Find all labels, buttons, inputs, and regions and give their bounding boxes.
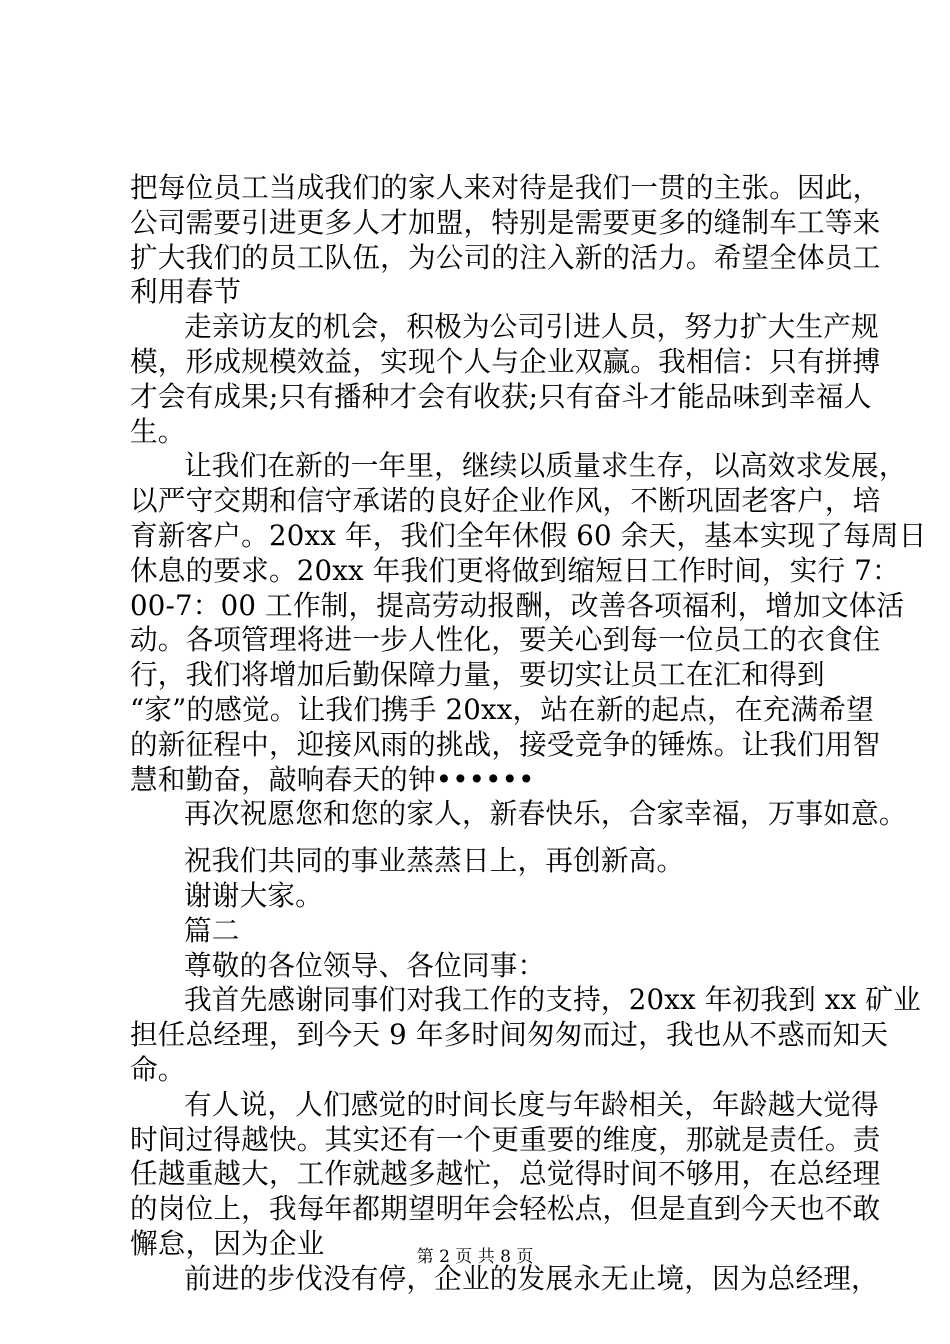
text-line: 祝我们共同的事业蒸蒸日上，再创新高。 (184, 844, 685, 878)
text-line: “家”的感觉。让我们携手 20xx，站在新的起点，在充满希望 (130, 692, 874, 726)
text-line: 以严守交期和信守承诺的良好企业作风，不断巩固老客户，培 (130, 484, 881, 518)
text-line: 我首先感谢同事们对我工作的支持，20xx 年初我到 xx 矿业 (184, 983, 921, 1017)
text-line: 懈怠，因为企业 (130, 1226, 325, 1260)
blank-line (130, 832, 830, 844)
text-line: 篇二 (184, 913, 240, 947)
text-line: 前进的步伐没有停，企业的发展永无止境，因为总经理， (184, 1261, 879, 1295)
text-line: 动。各项管理将进一步人性化，要关心到每一位员工的衣食住 (130, 623, 881, 657)
text-line: 尊敬的各位领导、各位同事： (184, 948, 546, 982)
text-line: 有人说，人们感觉的时间长度与年龄相关，年龄越大觉得 (184, 1087, 879, 1121)
text-line: 慧和勤奋，敲响春天的钟•••••• (130, 762, 535, 796)
text-line: 00-7：00 工作制，提高劳动报酬，改善各项福利，增加文体活 (130, 588, 905, 622)
text-line: 的新征程中，迎接风雨的挑战，接受竞争的锤炼。让我们用智 (130, 727, 881, 761)
text-line: 公司需要引进更多人才加盟，特别是需要更多的缝制车工等来 (130, 205, 881, 239)
text-line: 利用春节 (130, 275, 242, 309)
text-line: 行，我们将增加后勤保障力量，要切实让员工在汇和得到 (130, 658, 825, 692)
text-line: 再次祝愿您和您的家人，新春快乐，合家幸福，万事如意。 (184, 797, 907, 831)
document-body (130, 171, 927, 1297)
text-line: 走亲访友的机会，积极为公司引进人员，努力扩大生产规 (184, 310, 879, 344)
text-line: 休息的要求。20xx 年我们更将做到缩短日工作时间，实行 7： (130, 553, 900, 587)
text-line: 把每位员工当成我们的家人来对待是我们一贯的主张。因此， (130, 171, 881, 204)
page-footer: 第 2 页 共 8 页 (416, 1247, 534, 1267)
text-line: 的岗位上，我每年都期望明年会轻松点，但是直到今天也不敢 (130, 1192, 881, 1226)
text-line: 才会有成果;只有播种才会有收获;只有奋斗才能品味到幸福人 (130, 379, 872, 413)
text-line: 担任总经理，到今天 9 年多时间匆匆而过，我也从不惑而知天 (130, 1018, 889, 1052)
text-line: 生。 (130, 414, 186, 448)
text-line: 模，形成规模效益，实现个人与企业双赢。我相信：只有拼搏 (130, 344, 881, 378)
text-line: 育新客户。20xx 年，我们全年休假 60 余天，基本实现了每周日 (130, 518, 927, 552)
text-line: 扩大我们的员工队伍，为公司的注入新的活力。希望全体员工 (130, 240, 881, 274)
text-line: 谢谢大家。 (184, 878, 323, 912)
text-line: 时间过得越快。其实还有一个更重要的维度，那就是责任。责 (130, 1122, 881, 1156)
text-line: 让我们在新的一年里，继续以质量求生存，以高效求发展， (184, 449, 907, 483)
text-line: 任越重越大，工作就越多越忙，总觉得时间不够用，在总经理 (130, 1157, 881, 1191)
text-line: 命。 (130, 1052, 186, 1086)
